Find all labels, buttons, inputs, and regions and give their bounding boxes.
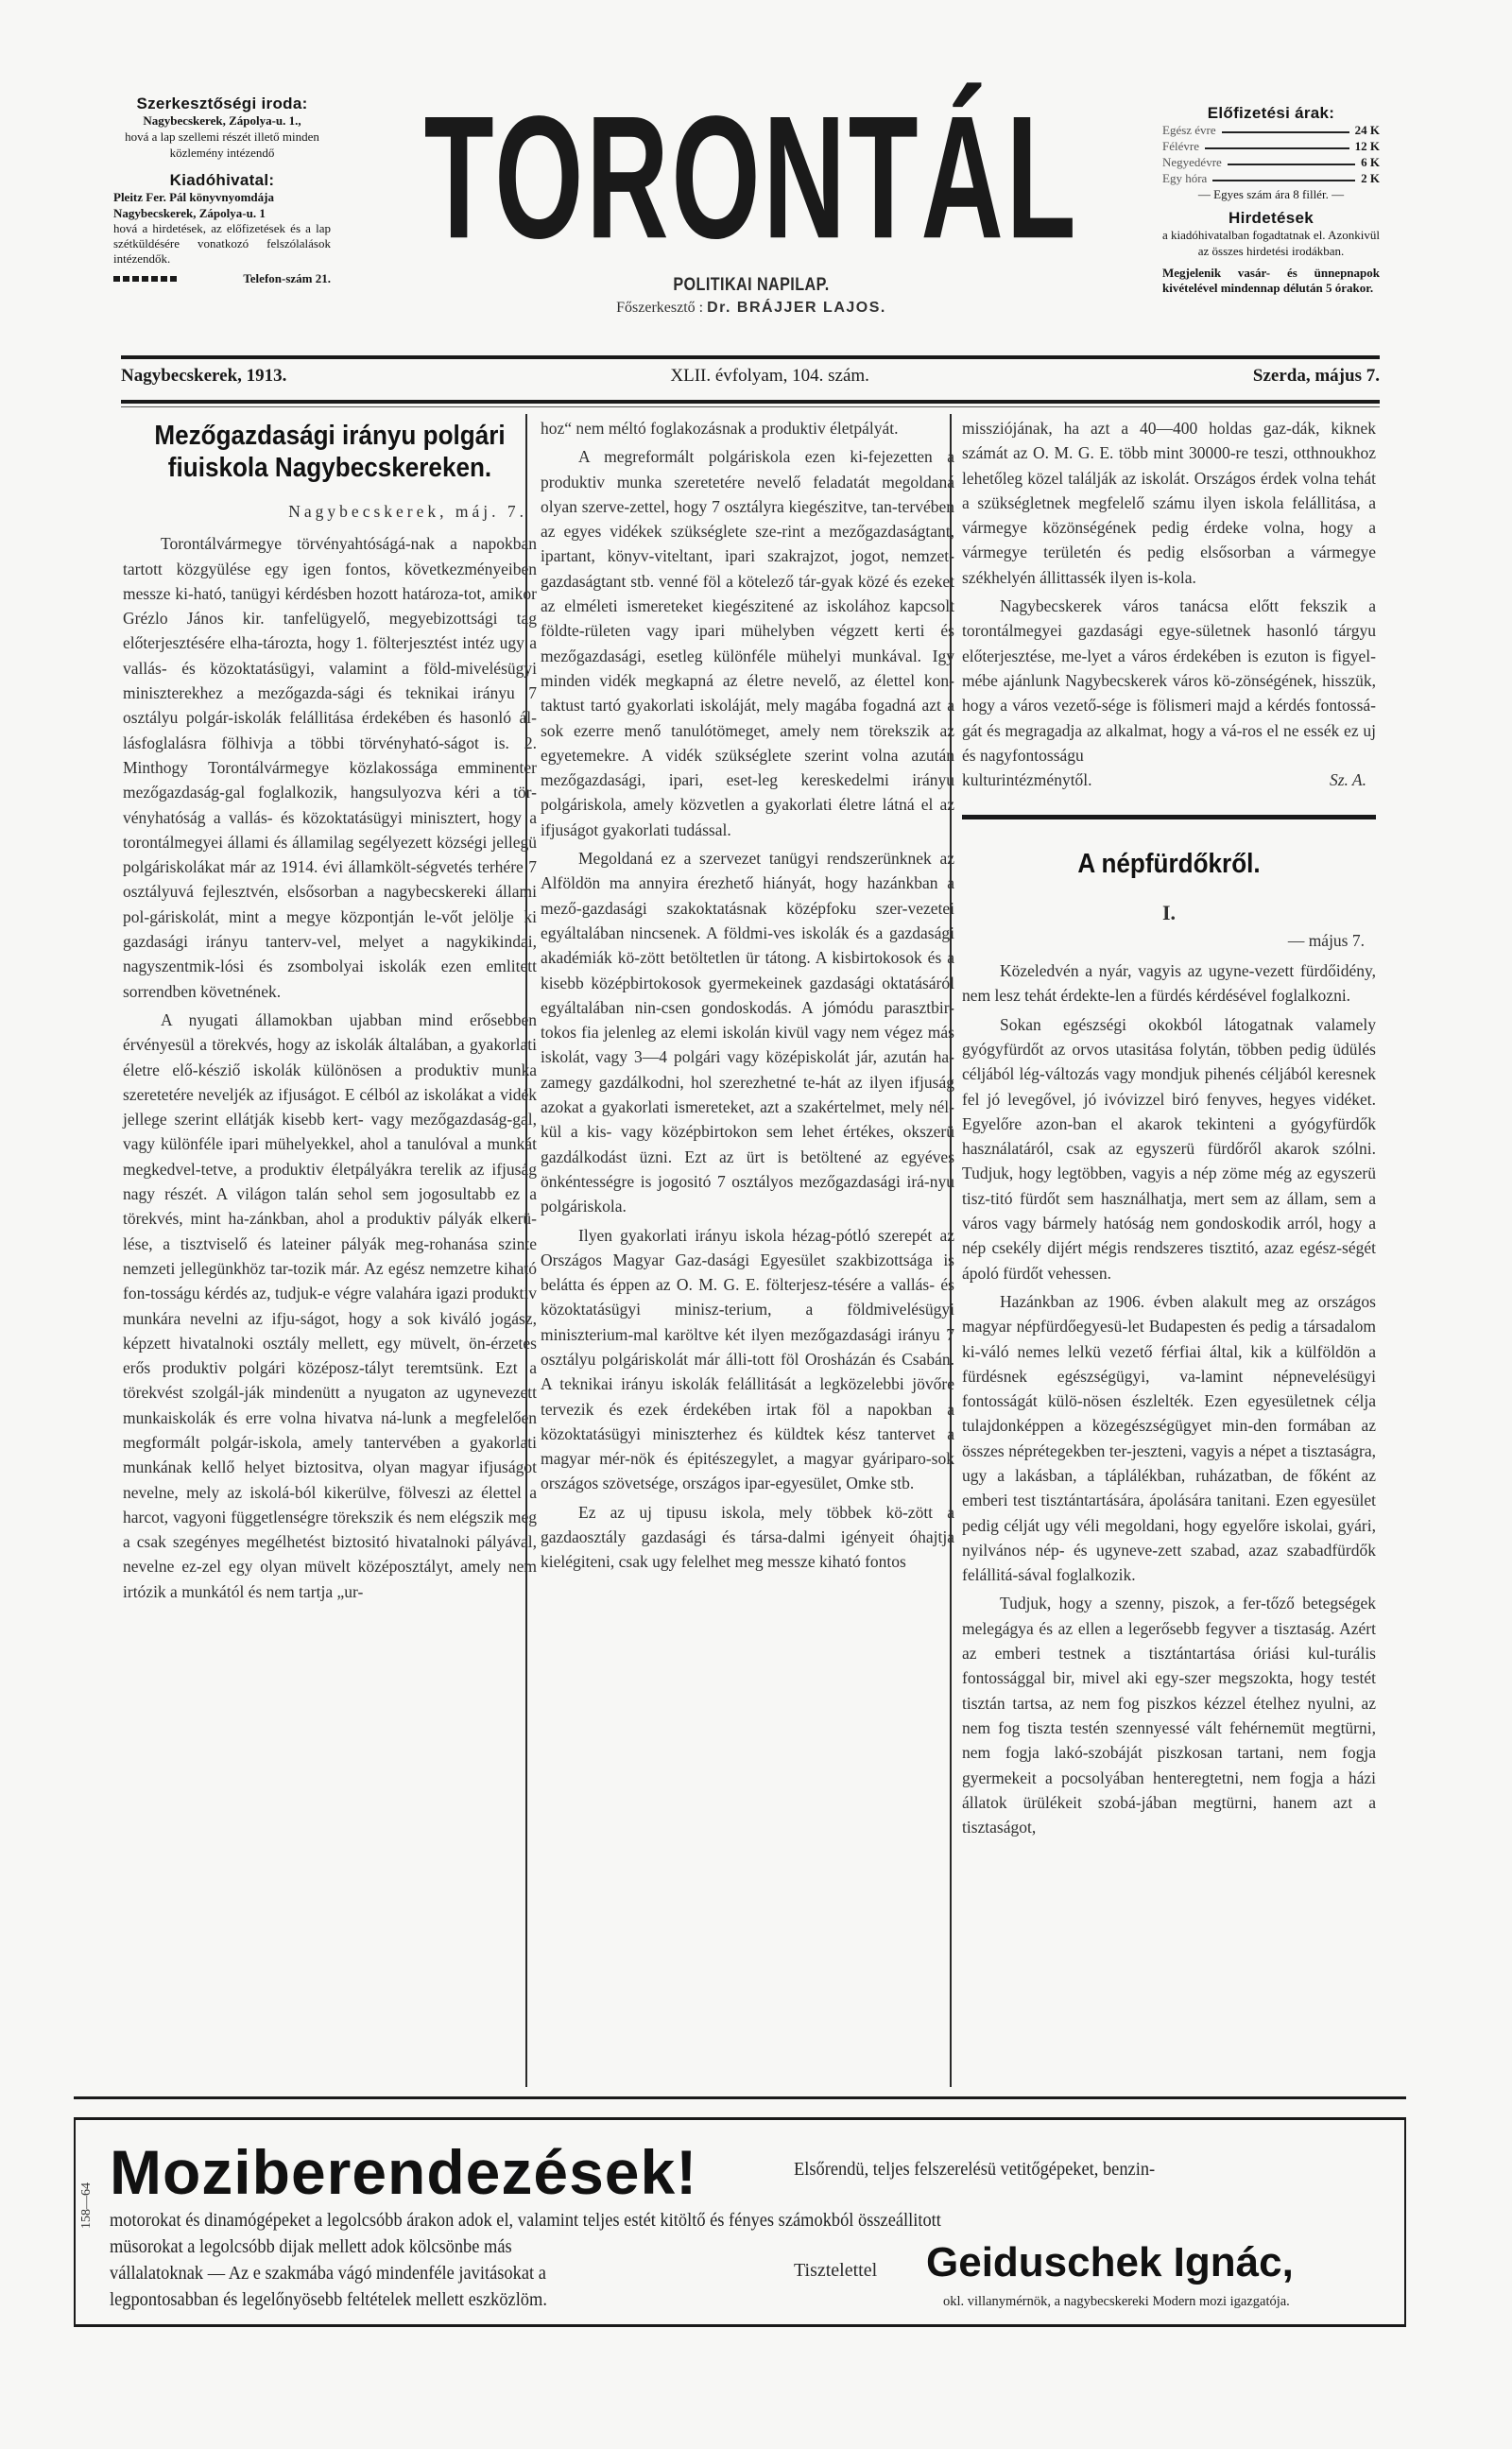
ad-text-line: Elsőrendü, teljes felszerelésü vetitőgépeket, benzin- <box>794 2159 1156 2180</box>
article-dateline: Nagybecskerek, máj. 7. <box>288 502 527 521</box>
publication-schedule: Megjelenik vasár- és ünnepnapok kivételével mindennap délután 5 órakor. <box>1162 266 1380 296</box>
article-paragraph: Nagybecskerek város tanácsa előtt fekszik a torontálmegyei gazdasági egye-sületnek hasonló tárgyu előterjesztése, me-lyet a város érdekében is ezuton is figyel-mébe ajánlunk Nagybecskerek város kö-zönségének, hisszük, hogy a város vezető-sége is fölismeri majd a kérdés fontossá-gát és megragadja az alkalmat, hogy a vá-ros el ne essék ez uj és nagyfontosságu <box>962 596 1376 765</box>
ad-text-line: müsorokat a legolcsóbb dijak mellett adok kölcsönbe más <box>110 2236 512 2257</box>
ad-headline: Moziberendezések! <box>110 2137 698 2207</box>
advertisement <box>74 2117 1406 2327</box>
article-dateline: — május 7. <box>1287 930 1365 950</box>
issue-dateline <box>121 366 1380 387</box>
article-paragraph: Hazánkban az 1906. évben alakult meg az országos magyar népfürdőegyesü-let Budapesten és pedig a társadalom ki-váló nemes lelkü vezető férfiai által, kik a külföldön a fürdésnek egészségügyi, va-lamint népnevelésügyi fontosságát külö-nösen észlelték. Ezen egyesületnek célja tulajdonképpen a közegészségügyet min-den formában az összes néprétegekben ter-jeszteni, vagyis a népet a tisztaságra, ugy a lakásban, a táplálékban, ruházatban, de főként az emberi test tisztántartására, ápolására tanitani. Ezen egyesület pedig célját ugy véli megoldani, hogy egyelőre iskolai, gyári, nyilvános nép- és ugyneve-zett szabad, azaz szabadfürdők felállitá-sával foglalkozik. <box>962 1291 1376 1585</box>
editorial-note: hová a lap szellemi részét illető minden közlemény intézendő <box>125 129 319 161</box>
volume-number: XLII. évfolyam, 104. szám. <box>670 366 869 386</box>
ad-code: 158—64 <box>79 2182 94 2229</box>
article-paragraph: A nyugati államokban ujabban mind erősebben érvényesül a törekvés, hogy az iskolák általában, a gyakorlati életre elő-késziő iskolák különösen a produktiv munka szeretetére neveljék az ifjuságot. E célból az iskolákat a vidék jellege szerint ellátják kisebb kert- vagy mezőgazdaság-gal, vagy különféle ipari mühelyekkel, ahol a tanulóval a munkát megkedvel-tetve, a produktiv életpályákra terelik az ifjuság nagy részét. A világon talán sehol sem jogosultabb ez a törekvés, mint ha-zánkban, ahol a produktiv pályák elkerü-lése, a tisztviselő és lateiner pályák meg-rohanása szinte nemzeti jellegünkhöz tar-tozik már. Az egész nemzetre kiható fon-tosságu kérdés az, tudjuk-e végre valahára igazi produktiv munkára nevelni az ifju-ságot, hogy a sok kiváló jogász, képzett hivatalnoki osztály mellett, egy müvelt, ön-érzetes erős produktiv polgári középosz-tályt teremtsünk. Ezt a törekvést szolgál-ják mindenütt a nyugaton az ugynevezett munkaiskolák és erre volna hivatva ná-lunk a megfelelően megformált polgár-iskola, amely tantervében a gyakorlati munkának kellő helyet biztositva, olyan magyar ifjuságot nevelne, mely az iskolá-ból kikerülve, fölveszi az élettel a harcot, vagyoni függetlenségre törekszik és nem elégszik meg a csak szegényes megélhetést biztositó hivatalnoki pályával, nevelne ez-zel egy olyan müvelt középosztályt, amely nem irtózik a munkától és nem tartja „ur- <box>123 1009 537 1601</box>
editorial-address: Nagybecskerek, Zápolya-u. 1., <box>143 113 301 129</box>
article-paragraph: Ilyen gyakorlati irányu iskola hézag-pótló szerepét az Országos Magyar Gaz-dasági Egyesület szakbizottsága is belátta és éppen az O. M. G. E. fölterjesz-tésére a vallás- és közoktatásügyi minisz-terium, a földmivelésügyi miniszterium-mal karöltve két ilyen mezőgazdasági irányu 7 osztályu polgáriskolát már álli-tott föl Orosházán és Csabán. A teknikai irányu iskolák felállitását a legközelebbi jövőre tervezik és ezek érdekében irtak föl a napokban a közoktatásügyi miniszterhez és küldtek kész tantervet a magyar mér-nök és épitészegylet, a magyar gyáriparo-sok országos szövetsége, országos ipar-egyesület, Omke stb. <box>541 1225 954 1493</box>
ad-text-line: motorokat és dinamógépeket a legolcsóbb árakon adok el, valamint teljes estét kitöltő és fényes számokból összeállitott <box>110 2210 941 2231</box>
article-signature-line: kulturintézménytől. Sz. A. <box>962 767 1376 792</box>
publishing-printer: Pleitz Fer. Pál könyvnyomdája <box>113 190 274 205</box>
place-year: Nagybecskerek, 1913. <box>121 366 287 386</box>
ads-note: a kiadóhivatalban fogadtatnak el. Azonkivül az összes hirdetési irodákban. <box>1162 228 1380 259</box>
price-row: Egy hóra 2 K <box>1162 171 1380 186</box>
newspaper-subtitle: POLITIKAI NAPILAP. <box>673 275 830 295</box>
editor-in-chief: Főszerkesztő : Dr. BRÁJJER LAJOS. <box>616 300 886 316</box>
column-3 <box>962 416 1376 1839</box>
article-paragraph: Közeledvén a nyár, vagyis az ugyne-vezett fürdőidény, nem lesz tehát érdekte-len a fürdés kérdésével foglalkozni. <box>962 961 1376 1006</box>
column-2 <box>541 416 954 1575</box>
article-part-number: I. <box>1161 901 1177 925</box>
article-separator <box>962 815 1376 819</box>
masthead-rule <box>121 355 1380 359</box>
article-paragraph: Ez az uj tipusu iskola, mely többek kö-zött a gazdaosztály gazdasági és társa-dalmi igényeit óhajtja kielégiteni, csak ugy felelhet meg messze kiható fontos <box>541 1502 954 1572</box>
editorial-info-box <box>113 95 331 286</box>
publishing-address: Nagybecskerek, Zápolya-u. 1 <box>113 205 266 220</box>
ad-text-line: vállalatoknak — Az e szakmába vágó mindenféle javitásokat a <box>110 2263 546 2284</box>
issue-date: Szerda, május 7. <box>1252 366 1380 386</box>
dateline-rule-thin <box>121 406 1380 407</box>
editorial-office-heading: Szerkesztőségi iroda: <box>136 95 308 112</box>
ad-text-line: legpontosabban és legelőnyösebb feltételek mellett eszközlöm. <box>110 2289 547 2310</box>
article-paragraph: Megoldaná ez a szervezet tanügyi rendszerünknek az Alföldön ma annyira érezhető hiányát, hogy hazánkban a mező-gazdasági szakoktatásnak középfoku szer-vezetei egyáltalában nincsenek. A földmi-ves iskolák és a gazdasági akadémiák kö-zött betöltetlen ür tátong. A kisbirtokosok és a kisebb középbirtokosok gyermekeinek gazdasági oktatásáról egyáltalában nin-csen gondoskodás. A jómódu parasztbir-tokos fia jelenleg az elemi iskolán kivül vagy nem végez más iskolát, vagy 3—4 polgári vagy középiskolát jár, azután ha-zamegy gazdálkodni, hol szerezhetné te-hát az ilyen ifjuság azokat a gyakorlati ismereteket, azt a szakértelmet, mely nél-kül a kis- vagy középbirtokon sem lehet értékes, okszerü gazdálkodást üzni. Ezt az ürt is betöltené az egyéves önkéntességre is jogositó 7 osztályos mezőgazdasági irá-nyu polgáriskola. <box>541 849 954 1216</box>
article-paragraph: Torontálvármegye törvényahtóságá-nak a napokban tartott közgyülése egy igen fontos, következményeiben messze ki-ható, tanügyi kérdésben hozott határoza-tot, amikor Grézlo János kir. tanfelügyelő, megyebizottsági tag előterjesztésére elha-tározta, hogy 1. fölterjesztést intéz ugy a vallás- és közoktatásügyi, valamint a föld-mivelésügyi miniszterekhez a mezőgazda-sági és teknikai irányu 7 osztályu polgár-iskolák felállitása érdekében és hasonló ál-lásfoglalásra fölhivja a többi törvényható-ságot is. 2. Minthogy Torontálvármegye közlakossága emminenter mezőgazdaság-gal foglalkozik, hangsulyozva kéri a tör-vényhatóság a vallás- és közoktatásügyi minisztert, hogy a torontálmegyei állami és államilag segélyezett községi jellegü polgáriskolákat már az 1914. évi államkölt-ségvetés terhére 7 osztályuvá fejlesztvén, elsősorban a nagybecskereki állami pol-gáriskolát, mint a megye központján le-vőt jelölje ki gazdasági irányu tanterv-vel, melyet a nagykikindai, nagyszentmik-lósi és zsombolyai iskolák ezen emlitett sorrendben követnének. <box>123 534 537 1001</box>
ad-top-rule <box>74 2096 1406 2099</box>
price-row: Egész évre 24 K <box>1162 123 1380 138</box>
article-title: A népfürdőkről. <box>1077 849 1261 880</box>
price-row: Félévre 12 K <box>1162 139 1380 154</box>
publishing-office-heading: Kiadóhivatal: <box>169 171 275 190</box>
article-paragraph: Sokan egészségi okokból látogatnak valamely gyógyfürdőt az orvos utasitása folytán, többen pedig üdülés céljából lég-változás vagy mondjuk pihenés céljából keresnek fel jó levegővel, jó ivóvizzel biró fenyves, hegyes vidéket. Egyelőre azon-ban el akarok tekinteni a gyógyfürdők használatáról, csak az egyszerü fürdőről akarok szólni. Tudjuk, hogy legtöbben, vagyis a nép zöme még az egyszerü tisz-titó fürdőt sem használhatja, mert sem az állam, sem a város vagy bármely hatóság nem gondoskodik arról, hogy a nép csekély dijért mégis rendszeres tisztitó, azaz egész-ségét ápoló fürdőt vehessen. <box>962 1014 1376 1283</box>
newspaper-title: TORONTÁL <box>423 79 1079 275</box>
article-paragraph: Tudjuk, hogy a szenny, piszok, a fer-tőző betegségek melegágya és az ellen a legerősebb fegyver a tisztaság. Azért az emberi testnek a tisztántartása óriási kul-turális fontossággal bir, mivel aki egy-szer megszokta, hogy testét tisztán tartsa, az nem fog piszkos kézzel ételhez nyulni, az nem fog tiszta testén szennyessé vált fehérnemüt megtürni, nem fogja lakó-szobáját piszkosan tartani, nem fogja gyermekeit a pocsolyában henteregtetni, nem fogja a házi állatok ürülékeit szobá-jában megtürni, hanem azt a tisztaságot, <box>962 1594 1376 1837</box>
article-paragraph: hoz“ nem méltó foglakozásnak a produktiv életpályát. <box>541 419 899 438</box>
ad-regards: Tisztelettel <box>794 2260 878 2281</box>
phone-row <box>113 271 331 286</box>
author-signature: Sz. A. <box>1329 770 1366 790</box>
ads-heading: Hirdetések <box>1228 208 1314 227</box>
publishing-note: hová a hirdetések, az előfizetések és a lap szétküldésére vonatkozó felszólalások intézendők. <box>113 220 331 267</box>
subscription-info-box <box>1162 104 1380 297</box>
phone-number: Telefon-szám 21. <box>243 270 331 285</box>
price-row: Negyedévre 6 K <box>1162 155 1380 170</box>
single-issue-price: — Egyes szám ára 8 fillér. — <box>1197 186 1345 201</box>
column-1 <box>123 416 537 1604</box>
dateline-rule <box>121 400 1380 404</box>
advertiser-name: Geiduschek Ignác, <box>926 2239 1294 2285</box>
subscription-prices-heading: Előfizetési árak: <box>1207 104 1335 122</box>
masthead <box>369 79 1134 317</box>
advertiser-title: okl. villanymérnök, a nagybecskereki Modern mozi igazgatója. <box>943 2294 1290 2309</box>
article-paragraph: A megreformált polgáriskola ezen ki-fejezetten a produktiv munka szeretetére nevelő feladatát megoldaná olyan szerve-zettel, hogy 7 osztályra kiegészitve, tan-tervében az egyes vidékek szükséglete sze-rint a mezőgazdaságtant, ipartant, könyv-viteltant, ipari szakrajzot, jogot, nemzet-gazdaságtant stb. venné föl a kötelező tár-gyak közé és ezeket az elméleti ismereteket kiegészitené az iskolához kapcsolt földte-rületen vagy ipari mühelyben végzett kerti és mezőgazdasági, esetleg különféle mühelyi munkával. Igy minden vidék megkapná az életre nevelő, az élettel kon-taktust tartó gyakorlati iskoláját, mely magába fogadná azt a sok ezerre menő tanulótömeget, amely nem törekszik az egyetemekre. A vidék szükséglete szerint volna azután mezőgazdasági, ipari, eset-leg kereskedelmi irányu polgáriskola, amely közvetlen a gyakorlati életre látná el az ifjuságot gyakorlati tudással. <box>541 447 954 839</box>
decorative-dots <box>113 276 180 282</box>
article-title: Mezőgazdasági irányu polgári fiuiskola Nagybecskereken. <box>154 421 506 483</box>
article-paragraph: missziójának, ha azt a 40—400 holdas gaz-dák, kiknek számát az O. M. G. E. több mint 30000-re teszi, otthnoukhoz lehetőleg közel találják az iskolát. Országos érdek volna tehát a szükségletnek megfelelő számu ilyen iskola felállitása, a vármegye közönségének pedig érdeke volna, hogy a vármegye területén és pedig elsősorban a vármegye székhelyén állittassék ilyen is-kola. <box>962 419 1376 587</box>
